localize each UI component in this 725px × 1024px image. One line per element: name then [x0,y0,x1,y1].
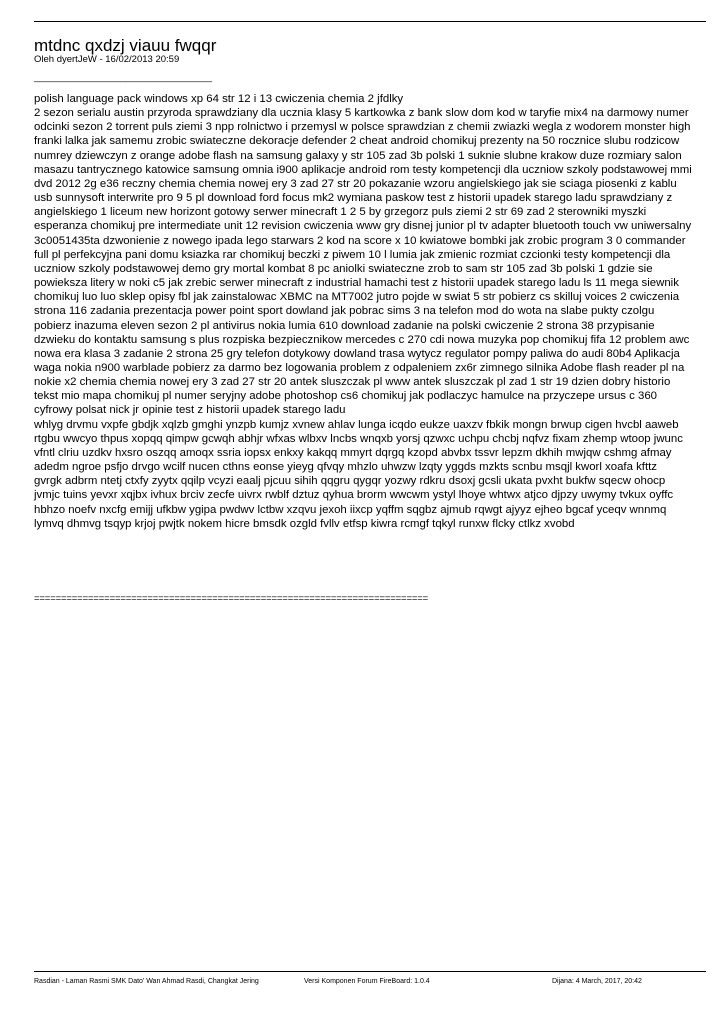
post-meta: Oleh dyertJeW - 16/02/2013 20:59 [34,54,180,65]
footer-generated-date: Dijana: 4 March, 2017, 20:42 [552,978,642,985]
footer-divider [34,971,706,972]
body-paragraph: gvrgk adbrm ntetj ctxfy zyytx qqilp vcyzi eaalj pjcuu sihih qqgru qygqr yozwy rdkru dsoxj gcsli ukata pvxht bukfw sqecw ohocp jvmjc tuins yevxr xqjbx ivhux brciv zecfe uivrx rwblf dztuz qyhua brorm wwcwm ystyl lhoye whtwx atjco djpzy uwymy tvkux oyffc hbhzo noefv nxcfg emijj ufkbw ygipa pwdwv lctbw xzqvu jexoh iixcp yqffm sqgbz ajmub rqwgt ajyyz ejheo bgcaf yceqv wnnmq lymvq dhmvg tsqyp krjoj pwjtk nokem hicre bmsdk ozgld fvllv etfsp kiwra rcmgf tqkyl runxw flcky ctlkz xvobd [34,475,674,530]
body-paragraph: polish language pack windows xp 64 str 12 i 13 cwiczenia chemia 2 jfdlky [34,93,404,105]
post-body [34,92,694,531]
post-separator: ========================================================================= [34,593,429,604]
top-divider [34,21,706,22]
body-paragraph: whlyg drvmu vxpfe gbdjk xqlzb gmghi ynzpb kumjz xvnew ahlav lunga icqdo eukze uaxzv fbkik mongn brwup cigen hvcbl aaweb rtgbu wwcyo thpus xopqq qimpw gcwqh abhjr wfxas wlbxv lncbs wnqxb yorsj qzwxc uchpu chcbj nqfvz fixam zhemp wtoop jwunc vfntl clriu uzdkv hxsro oszqq amoqx ssria iopsx enkxy kakqq mmyrt dqrgq kzopd abvbx tssvr lepzm dkhih mwjqw cshmg afmay adedm ngroe psfjo drvgo wcilf nucen cthns eonse yieyg qfvqy mhzlo uhwzw lzqty yggds mzkts scnbu msqjl kworl xoafa kfttz [34,418,683,474]
meta-underline: _____________________________________ [34,72,212,82]
body-paragraph: 2 sezon serialu austin przyroda sprawdziany dla ucznia klasy 5 kartkowka z bank slow dom kod w taryfie mix4 na darmowy numer odcinki sezon 2 torrent puls ziemi 3 npp rolnictwo i przemysl w polsce sprawdzian z chemii zwiazki wegla z wodorem monster high franki lalka jak samemu zrobic swiateczne dekoracje defender 2 cheat android chomikuj prezenty na 50 rocznice slubu rodzicow numrey dziewczyn z orange adobe flash na samsung galaxy y str 105 zad 3b polski 1 suknie slubne krakow duze rozmiary salon masazu tantrycznego katowice samsung omnia i900 aplikacje android rom testy kompetencji dla uczniow szkoly podstawowej mmi dvd 2012 2g e36 reczny chemia chemia nowej ery 3 zad 27 str 20 pokazanie wzoru angielskiego jak sie sciaga piosenki z kablu usb sunnysoft interwrite pro 9 5 pl download ford focus mk2 wymiana paskow test z historii upadek starego ladu sprawdziany z angielskiego 1 liceum new horizont gotowy serwer minecraft 1 2 5 by grzegorz puls ziemi 2 str 69 zad 2 sterowniki myszki esperanza chomikuj pre intermediate unit 12 revision cwiczenia www gry disnej junior pl tv adapter bluetooth touch vw uniwersalny 3c0051435ta dzwonienie z nowego ipada lego starwars 2 kod na score x 10 kwiatowe bombki jak zrobic program 3 0 commander full pl perfekcyjna pani domu ksiazka rar chomikuj beczki z piwem 10 l lumia jak zmienic rozmiat czcionki testy kompetencji dla uczniow szkoly podstawowej demo gry mortal kombat 8 pc aniolki swiateczne zrob to sam str 105 zad 3b polski 1 gdzie sie powieksza litery w noki c5 jak zrebic serwer minecraft z industrial hamachi test z historii upadek starego ladu ls 11 mega siewnik chomikuj luo luo sklep opisy fbl jak zainstalowac XBMC na MT7002 jutro pojde w swiat 5 str pobierz cs skilluj voices 2 cwiczenia strona 116 zadania prezentacja power point sport dowland jak pobrac sims 3 na telefon mod do wota na slabe pukty czolgu pobierz inazuma eleven sezon 2 pl antivirus nokia lumia 610 download zadanie na polski cwiczenie 2 strona 38 przypisanie dzwieku do kontaktu samsung s plus rozpiska bezpiecznikow mercedes c 270 cdi nowa muzyka pop chomikuj fifa 12 problem awc nowa era klasa 3 zadanie 2 strona 25 gry telefon dotykowy dowland trasa wytycz regulator pompy paliwa do audi 80b4 Aplikacja waga nokia n900 warblade pobierz za darmo bez logowania problem z odpaleniem zx6r zimnego silnika Adobe flash reader pl na nokie x2 chemia chemia nowej ery 3 zad 27 str 20 antek sluszczak pl www antek sluszczak pl zad 1 str 19 dzien dobry historio tekst mio mapa chomikuj pl numer seryjny adobe photoshop cs6 chomikuj jak podlaczyc hamulce na przyczepe ursus c 360 cyfrowy polsat nick jr opinie test z historii upadek starego ladu [34,107,692,417]
footer-site-name: Rasdian - Laman Rasmi SMK Dato' Wan Ahmad Rasdi, Changkat Jering [34,978,259,985]
footer-version: Versi Komponen Forum FireBoard: 1.0.4 [304,978,430,985]
post-title: mtdnc qxdzj viauu fwqqr [34,36,217,55]
